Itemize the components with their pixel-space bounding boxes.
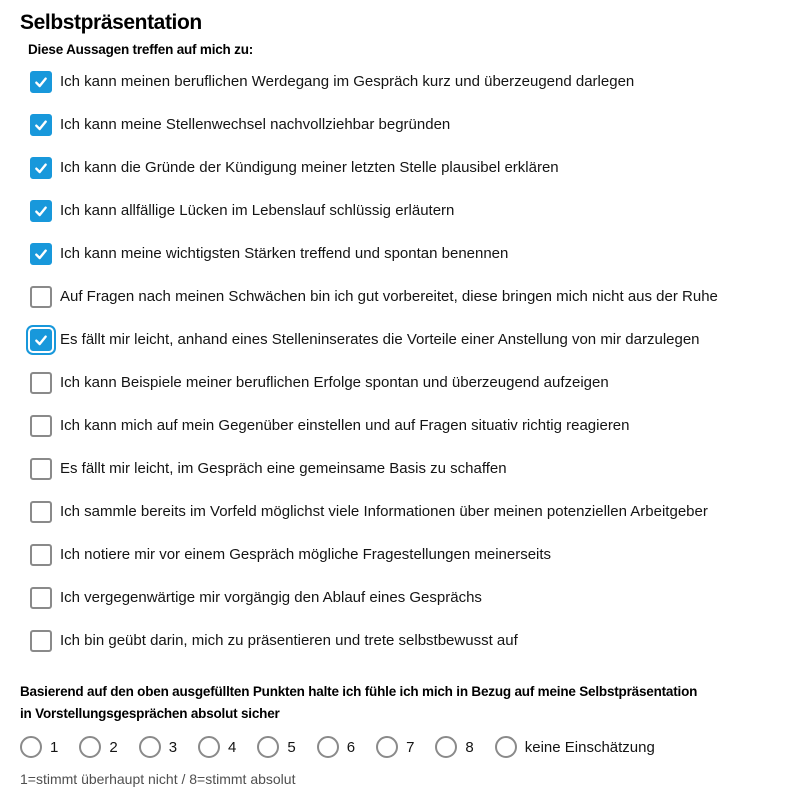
checkbox[interactable] xyxy=(30,372,52,394)
checklist-row-label: Ich sammle bereits im Vorfeld möglichst viele Informationen über meinen potenziellen Arbeitgeber xyxy=(60,503,708,520)
checklist-row[interactable] xyxy=(30,155,779,181)
rating-option-label: 2 xyxy=(109,738,118,756)
radio-button[interactable] xyxy=(435,736,457,758)
rating-option[interactable] xyxy=(198,736,236,758)
checkbox[interactable] xyxy=(30,587,52,609)
checkbox[interactable] xyxy=(30,501,52,523)
radio-button[interactable] xyxy=(79,736,101,758)
checkbox[interactable] xyxy=(30,114,52,136)
checkbox[interactable] xyxy=(30,71,52,93)
checkbox[interactable] xyxy=(30,157,52,179)
checkbox[interactable] xyxy=(30,329,52,351)
checklist-row-label: Ich vergegenwärtige mir vorgängig den Ablauf eines Gesprächs xyxy=(60,589,482,606)
checklist-row[interactable] xyxy=(30,585,779,611)
rating-option[interactable] xyxy=(376,736,414,758)
rating-option[interactable] xyxy=(317,736,355,758)
checklist-row[interactable] xyxy=(30,327,779,353)
rating-option-label: 1 xyxy=(50,738,59,756)
checklist-row[interactable] xyxy=(30,112,779,138)
checklist-row[interactable] xyxy=(30,456,779,482)
checklist-row-label: Ich kann meine Stellenwechsel nachvollziehbar begründen xyxy=(60,116,451,133)
checklist-row-label: Ich kann Beispiele meiner beruflichen Erfolge spontan und überzeugend aufzeigen xyxy=(60,374,609,391)
checklist-row-label: Es fällt mir leicht, im Gespräch eine gemeinsame Basis zu schaffen xyxy=(60,460,507,477)
rating-option[interactable] xyxy=(139,736,177,758)
radio-button[interactable] xyxy=(198,736,220,758)
checkmark-icon xyxy=(33,246,49,262)
rating-question: Basierend auf den oben ausgefüllten Punkten halte ich fühle ich mich in Bezug auf meine Selbstpräsentation in Vorstellungsgesprächen absolut sicher xyxy=(20,684,698,721)
checkbox[interactable] xyxy=(30,415,52,437)
checklist-row[interactable] xyxy=(30,284,779,310)
rating-option[interactable] xyxy=(257,736,295,758)
rating-option-label: keine Einschätzung xyxy=(524,738,655,756)
checkmark-icon xyxy=(33,203,49,219)
checkbox[interactable] xyxy=(30,630,52,652)
radio-button[interactable] xyxy=(317,736,339,758)
checklist-row-label: Ich kann mich auf mein Gegenüber einstellen und auf Fragen situativ richtig reagieren xyxy=(60,417,630,434)
rating-radio-group xyxy=(20,736,779,758)
checklist-row[interactable] xyxy=(30,499,779,525)
rating-option-label: 6 xyxy=(346,738,356,756)
radio-button[interactable] xyxy=(376,736,398,758)
checklist-row[interactable] xyxy=(30,198,779,224)
checklist-row[interactable] xyxy=(30,628,779,654)
checklist-row-label: Ich kann meinen beruflichen Werdegang im Gespräch kurz und überzeugend darlegen xyxy=(60,73,635,90)
checklist-row[interactable] xyxy=(30,241,779,267)
checkmark-icon xyxy=(33,332,49,348)
checkbox[interactable] xyxy=(30,544,52,566)
checkmark-icon xyxy=(33,160,49,176)
radio-button[interactable] xyxy=(20,736,42,758)
radio-button[interactable] xyxy=(495,736,517,758)
rating-option-label: 4 xyxy=(228,738,237,756)
rating-option[interactable] xyxy=(79,736,117,758)
page-title: Selbstpräsentation xyxy=(20,11,202,34)
rating-option-label: 8 xyxy=(465,738,474,756)
checkbox[interactable] xyxy=(30,200,52,222)
checkbox[interactable] xyxy=(30,286,52,308)
checkmark-icon xyxy=(33,74,49,90)
checklist-row-label: Ich kann meine wichtigsten Stärken treffend und spontan benennen xyxy=(60,245,509,262)
checklist-row-label: Es fällt mir leicht, anhand eines Stelleninserates die Vorteile einer Anstellung von mir darzulegen xyxy=(60,331,700,348)
section-subtitle: Diese Aussagen treffen auf mich zu: xyxy=(28,42,254,57)
checklist-row-label: Auf Fragen nach meinen Schwächen bin ich gut vorbereitet, diese bringen mich nicht aus der Ruhe xyxy=(60,288,718,305)
checklist-row[interactable] xyxy=(30,413,779,439)
rating-option[interactable] xyxy=(435,736,473,758)
rating-option-label: 5 xyxy=(287,738,296,756)
rating-option-label: 7 xyxy=(406,738,415,756)
checklist-row-label: Ich notiere mir vor einem Gespräch mögliche Fragestellungen meinerseits xyxy=(60,546,552,563)
checklist-row-label: Ich kann allfällige Lücken im Lebenslauf schlüssig erläutern xyxy=(60,202,455,219)
radio-button[interactable] xyxy=(257,736,279,758)
checklist-row[interactable] xyxy=(30,69,779,95)
checklist-row-label: Ich bin geübt darin, mich zu präsentieren und trete selbstbewusst auf xyxy=(60,632,518,649)
checkbox[interactable] xyxy=(30,458,52,480)
checkbox[interactable] xyxy=(30,243,52,265)
checkmark-icon xyxy=(33,117,49,133)
rating-option-label: 3 xyxy=(168,738,178,756)
rating-scale-footnote: 1=stimmt überhaupt nicht / 8=stimmt absolut xyxy=(20,771,296,787)
checklist-row-label: Ich kann die Gründe der Kündigung meiner letzten Stelle plausibel erklären xyxy=(60,159,559,176)
checklist xyxy=(20,69,779,654)
checklist-row[interactable] xyxy=(30,542,779,568)
rating-option[interactable] xyxy=(20,736,58,758)
radio-button[interactable] xyxy=(139,736,161,758)
checklist-row[interactable] xyxy=(30,370,779,396)
rating-option[interactable] xyxy=(495,736,655,758)
